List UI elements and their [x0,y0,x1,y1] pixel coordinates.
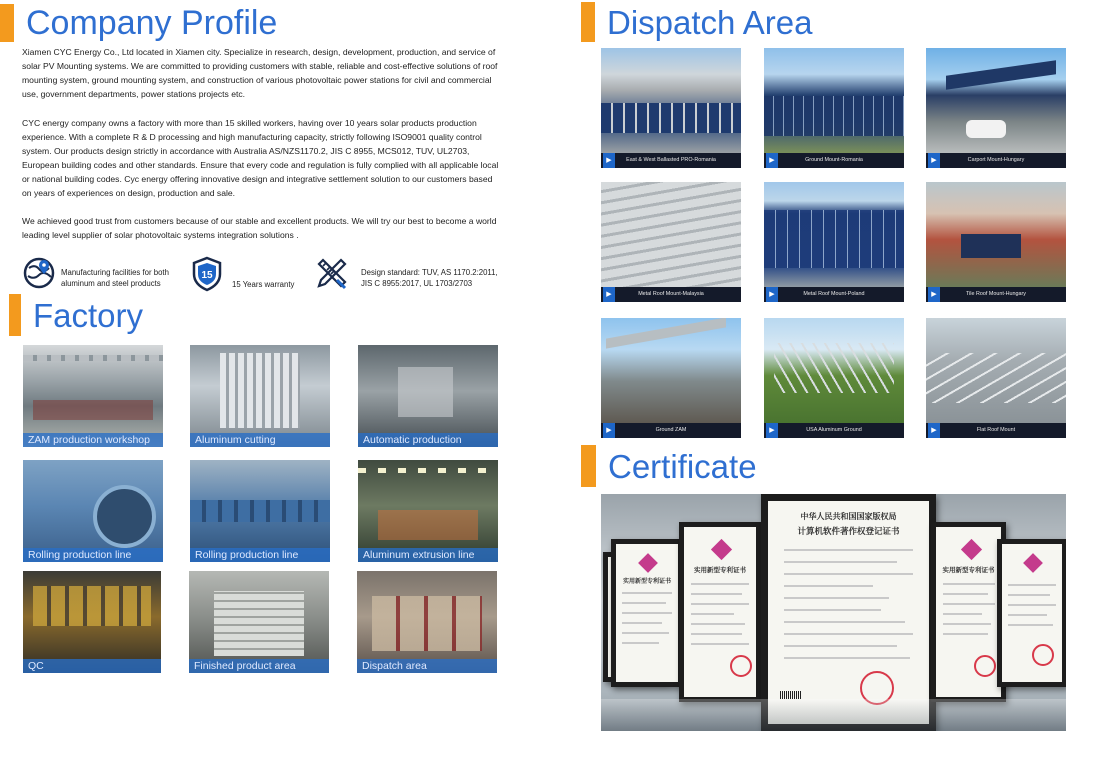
play-icon: ▶ [766,153,778,168]
factory-photo-finished-product [189,571,329,673]
emblem-icon [961,539,982,560]
factory-photo-caption: Aluminum extrusion line [358,548,498,562]
play-icon: ▶ [603,423,615,438]
factory-photo-dispatch-area [357,571,497,673]
patent-title: 实用新型专利证书 [622,579,671,585]
factory-photo-caption: Finished product area [189,659,329,673]
badge-15-icon [190,256,224,290]
dispatch-tile-caption: Ground Mount-Romania [764,153,904,168]
heading-accent-bar [0,4,14,42]
dispatch-tile-caption: Metal Roof Mount-Malaysia [601,287,741,302]
factory-photo-extrusion-line [358,460,498,562]
play-icon: ▶ [603,153,615,168]
red-seal-stamp [1032,644,1054,666]
certificate-photo [601,494,1066,731]
heading-accent-bar [581,2,595,42]
company-profile-title: Company Profile [26,4,278,42]
feature-warranty-text: 15 Years warranty [232,280,295,289]
certificate-title: Certificate [608,447,757,485]
patent-title: 实用新型专利证书 [942,567,995,574]
badge-15-number: 15 [201,270,213,281]
dispatch-title: Dispatch Area [607,3,813,41]
certificate-frame-center [761,494,936,731]
play-icon: ▶ [928,423,940,438]
design-tools-icon [315,256,349,290]
dispatch-tile-caption: Carport Mount-Hungary [926,153,1066,168]
profile-paragraph-2: CYC energy company owns a factory with more than 15 skilled workers, having over 10 years solar products production experience. With a complete R & D processing and high manufacturing capacity, strictly following ISO9001 quality control system. Our products design strictly in accordance with Australia AS/NZS1170.2, JIS C 8955, MCS012, TUV, UL2703, European building codes and other standards. Ensure that every code and regulation is fully complied with all applicable local or national building codes. Cyc energy offering innovative design and integrative settlement solution to our customers based on years of experiences on design, production and sale. [22,118,499,198]
certificate-frame [997,539,1066,687]
dispatch-tile-flat-roof [926,318,1066,438]
feature-facilities-text: Manufacturing facilities for both aluminum and steel products [61,268,169,288]
dispatch-tile-caption: USA Aluminum Ground [764,423,904,438]
dispatch-tile-metal-poland [764,182,904,302]
play-icon: ▶ [766,287,778,302]
factory-photo-caption: Aluminum cutting [190,433,330,447]
dispatch-tile-ballasted-romania [601,48,741,168]
profile-paragraph-3: We achieved good trust from customers because of our stable and excellent products. We will try our best to become a world leading level supplier of solar photovoltaic systems integration solutions . [22,216,497,240]
factory-photo-caption: QC [23,659,161,673]
dispatch-tile-caption: East & West Ballasted PRO-Romania [601,153,741,168]
software-copyright-title: 计算机软件著作权登记证书 [797,526,900,536]
red-seal-stamp [730,655,752,677]
play-icon: ▶ [928,153,940,168]
play-icon: ▶ [603,287,615,302]
factory-photo-automatic-production [358,345,498,447]
dispatch-tile-usa-aluminum [764,318,904,438]
barcode [780,691,802,699]
heading-accent-bar [581,445,596,487]
map-globe-icon [22,256,56,290]
certificate-frame [679,522,761,702]
company-profile-heading [0,4,277,42]
profile-paragraph-1: Xiamen CYC Energy Co., Ltd located in Xiamen city. Specialize in research, design, development, production, and service of solar PV Mounting systems. We are committed to providing customers with stable, reliable and cost-effective solutions of roof mounting system, ground mounting system, and construction of various photovoltaic power stations for civil and commercial use, government departments, power stations projects etc. [22,47,498,99]
factory-photo-zam-workshop [23,345,163,447]
dispatch-tile-ground-zam [601,318,741,438]
dispatch-tile-metal-malaysia [601,182,741,302]
certificate-frame [611,539,683,687]
copyright-office-heading: 中华人民共和国国家版权局 [800,512,897,521]
dispatch-tile-ground-romania [764,48,904,168]
factory-photo-aluminum-cutting [190,345,330,447]
factory-photo-qc [23,571,161,673]
factory-photo-caption: Automatic production [358,433,498,447]
factory-photo-caption: Rolling production line [23,548,163,562]
factory-photo-rolling-line-2 [190,460,330,562]
factory-title: Factory [33,296,144,334]
play-icon: ▶ [928,287,940,302]
factory-photo-caption: Dispatch area [357,659,497,673]
certificate-heading [581,445,757,487]
factory-photo-caption: ZAM production workshop [23,433,163,447]
emblem-icon [711,539,732,560]
factory-photo-caption: Rolling production line [190,548,330,562]
dispatch-heading [581,2,812,42]
feature-design-standard-text: Design standard: TUV, AS 1170.2:2011, JIS C 8955:2017, UL 1703/2703 [361,268,498,288]
dispatch-tile-tile-hungary [926,182,1066,302]
certificate-frame [931,522,1006,702]
red-seal-stamp [974,655,996,677]
dispatch-tile-caption: Flat Roof Mount [926,423,1066,438]
factory-heading [9,294,143,336]
dispatch-tile-caption: Ground ZAM [601,423,741,438]
emblem-icon [638,553,658,573]
heading-accent-bar [9,294,21,336]
dispatch-tile-caption: Tile Roof Mount-Hungary [926,287,1066,302]
patent-title: 实用新型专利证书 [694,567,746,574]
dispatch-tile-caption: Metal Roof Mount-Poland [764,287,904,302]
emblem-icon [1023,553,1043,573]
factory-photo-rolling-line-1 [23,460,163,562]
dispatch-tile-carport-hungary [926,48,1066,168]
play-icon: ▶ [766,423,778,438]
